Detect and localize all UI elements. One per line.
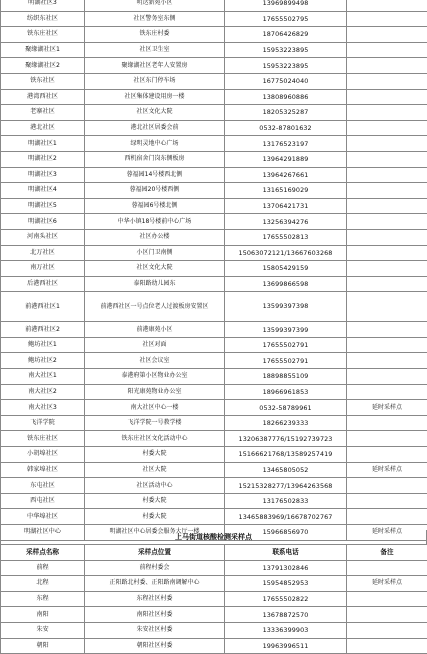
- site-location-cell: 明达新苑小区: [85, 0, 225, 11]
- site-location-cell: 蓉福园14号楼西北侧: [85, 167, 225, 183]
- note-cell: [347, 322, 427, 338]
- table-row: [1, 276, 427, 292]
- site-name-cell: 朝阳: [1, 638, 85, 654]
- site-name-cell: 南大社区2: [1, 384, 85, 400]
- note-cell: [347, 167, 427, 183]
- sampling-sites-table-body: [1, 0, 427, 540]
- table-row: [1, 198, 427, 214]
- header-contact-phone: 联系电话: [225, 545, 347, 561]
- site-location-cell: 朱安社区村委: [85, 622, 225, 638]
- site-location-cell: 绿明灵地中心广场: [85, 136, 225, 152]
- note-cell: [347, 198, 427, 214]
- site-location-cell: 蓉福园20号楼西侧: [85, 183, 225, 199]
- note-cell: [347, 591, 427, 607]
- site-name-cell: 南万社区: [1, 261, 85, 277]
- site-location-cell: 铁东庄社区文化活动中心: [85, 431, 225, 447]
- header-site-name: 采样点名称: [1, 545, 85, 561]
- shangma-sampling-sites-table: [0, 544, 427, 654]
- site-location-cell: 社区集体建设用房一楼: [85, 89, 225, 105]
- contact-phone-cell: 13599397399: [225, 322, 347, 338]
- site-name-cell: 韩家埠社区: [1, 462, 85, 478]
- site-location-cell: 泰港府第小区物业办公室: [85, 369, 225, 385]
- table-row: [1, 136, 427, 152]
- table-row: [1, 478, 427, 494]
- site-name-cell: 港湾西社区: [1, 89, 85, 105]
- table-row: [1, 576, 427, 592]
- site-name-cell: 明湖社区4: [1, 183, 85, 199]
- site-location-cell: 前程村委会: [85, 560, 225, 576]
- contact-phone-cell: 13176502833: [225, 493, 347, 509]
- note-cell: [347, 73, 427, 89]
- site-location-cell: 社区文化大院: [85, 105, 225, 121]
- contact-phone-cell: 15953223895: [225, 58, 347, 74]
- site-location-cell: 西机宿舍门岗东侧板房: [85, 151, 225, 167]
- table-header-row: [1, 545, 427, 561]
- note-cell: 延时采样点: [347, 525, 427, 541]
- site-name-cell: 东屯社区: [1, 478, 85, 494]
- note-cell: [347, 183, 427, 199]
- shangma-sampling-sites-table-body: [1, 560, 427, 654]
- table-row: [1, 42, 427, 58]
- table-row: [1, 73, 427, 89]
- contact-phone-cell: 16775024040: [225, 73, 347, 89]
- note-cell: [347, 11, 427, 27]
- site-location-cell: 铁东庄村委: [85, 27, 225, 43]
- contact-phone-cell: 17655502813: [225, 229, 347, 245]
- table-row: [1, 607, 427, 623]
- site-location-cell: 村委大院: [85, 509, 225, 525]
- note-cell: [347, 384, 427, 400]
- contact-phone-cell: 15954852953: [225, 576, 347, 592]
- site-location-cell: 社区东门停车场: [85, 73, 225, 89]
- table-row: [1, 560, 427, 576]
- contact-phone-cell: 15063072121/13667603268: [225, 245, 347, 261]
- contact-phone-cell: 13599397398: [225, 292, 347, 322]
- section-title: 上马街道核酸检测采样点: [0, 530, 427, 544]
- site-location-cell: 泰阳路幼儿园东: [85, 276, 225, 292]
- note-cell: [347, 120, 427, 136]
- table-row: [1, 58, 427, 74]
- table-row: [1, 261, 427, 277]
- note-cell: 延时采样点: [347, 576, 427, 592]
- site-name-cell: 明湖社区3: [1, 167, 85, 183]
- site-name-cell: 明湖社区1: [1, 136, 85, 152]
- contact-phone-cell: 18706426829: [225, 27, 347, 43]
- contact-phone-cell: 0532-87801632: [225, 120, 347, 136]
- note-cell: [347, 229, 427, 245]
- note-cell: [347, 622, 427, 638]
- contact-phone-cell: 18898855109: [225, 369, 347, 385]
- note-cell: [347, 0, 427, 11]
- table-row: [1, 11, 427, 27]
- note-cell: [347, 353, 427, 369]
- site-name-cell: 河南头社区: [1, 229, 85, 245]
- site-name-cell: 南阳: [1, 607, 85, 623]
- note-cell: [347, 337, 427, 353]
- site-location-cell: 小区门卫南侧: [85, 245, 225, 261]
- note-cell: [347, 27, 427, 43]
- table-row: [1, 369, 427, 385]
- table-row: [1, 322, 427, 338]
- contact-phone-cell: 13791302846: [225, 560, 347, 576]
- contact-phone-cell: 13808960886: [225, 89, 347, 105]
- note-cell: [347, 89, 427, 105]
- note-cell: [347, 493, 427, 509]
- table-row: [1, 89, 427, 105]
- table-row: [1, 493, 427, 509]
- contact-phone-cell: 13256394276: [225, 214, 347, 230]
- note-cell: [347, 42, 427, 58]
- table-row: [1, 638, 427, 654]
- table-row: [1, 462, 427, 478]
- site-name-cell: 前港西社区1: [1, 292, 85, 322]
- site-name-cell: 鲍坊社区2: [1, 353, 85, 369]
- note-cell: [347, 369, 427, 385]
- contact-phone-cell: 13699866598: [225, 276, 347, 292]
- contact-phone-cell: 18966961853: [225, 384, 347, 400]
- site-location-cell: 社区警务室东侧: [85, 11, 225, 27]
- table-row: [1, 167, 427, 183]
- contact-phone-cell: 15953223895: [225, 42, 347, 58]
- site-name-cell: 南大社区3: [1, 400, 85, 416]
- contact-phone-cell: 17655502795: [225, 11, 347, 27]
- note-cell: [347, 245, 427, 261]
- note-cell: [347, 276, 427, 292]
- site-name-cell: 小胡埠社区: [1, 447, 85, 463]
- site-name-cell: 前程: [1, 560, 85, 576]
- site-name-cell: 东程: [1, 591, 85, 607]
- contact-phone-cell: 13206387776/15192739723: [225, 431, 347, 447]
- note-cell: [347, 292, 427, 322]
- site-location-cell: 村委大院: [85, 447, 225, 463]
- contact-phone-cell: 19963996511: [225, 638, 347, 654]
- contact-phone-cell: 13336399903: [225, 622, 347, 638]
- table-row: [1, 509, 427, 525]
- contact-phone-cell: 13964267661: [225, 167, 347, 183]
- note-cell: [347, 638, 427, 654]
- table-row: [1, 151, 427, 167]
- table-row: [1, 337, 427, 353]
- site-location-cell: 港北社区居委会前: [85, 120, 225, 136]
- site-name-cell: 明湖社区5: [1, 198, 85, 214]
- site-location-cell: 蓉福园6号楼北侧: [85, 198, 225, 214]
- note-cell: [347, 415, 427, 431]
- table-row: [1, 415, 427, 431]
- site-name-cell: 聚缘湖社区2: [1, 58, 85, 74]
- note-cell: [347, 607, 427, 623]
- site-name-cell: 港北社区: [1, 120, 85, 136]
- table-row: [1, 229, 427, 245]
- contact-phone-cell: 13964291889: [225, 151, 347, 167]
- site-name-cell: 前港西社区2: [1, 322, 85, 338]
- contact-phone-cell: 18266239333: [225, 415, 347, 431]
- contact-phone-cell: 15966856970: [225, 525, 347, 541]
- table-row: [1, 447, 427, 463]
- site-name-cell: 飞洋学院: [1, 415, 85, 431]
- contact-phone-cell: 13678872570: [225, 607, 347, 623]
- table-row: [1, 400, 427, 416]
- site-name-cell: 铁东庄社区: [1, 27, 85, 43]
- contact-phone-cell: 13969899498: [225, 0, 347, 11]
- note-cell: [347, 431, 427, 447]
- site-location-cell: 正阳路北村委、正阳路南调解中心: [85, 576, 225, 592]
- table-row: [1, 622, 427, 638]
- site-name-cell: 北万社区: [1, 245, 85, 261]
- site-location-cell: 南阳社区村委: [85, 607, 225, 623]
- contact-phone-cell: 15805429159: [225, 261, 347, 277]
- contact-phone-cell: 0532-58789961: [225, 400, 347, 416]
- site-name-cell: 明湖社区2: [1, 151, 85, 167]
- note-cell: 延时采样点: [347, 462, 427, 478]
- site-name-cell: 纺织东社区: [1, 11, 85, 27]
- contact-phone-cell: 17655502791: [225, 337, 347, 353]
- note-cell: [347, 560, 427, 576]
- contact-phone-cell: 13165169029: [225, 183, 347, 199]
- site-name-cell: 明湖社区中心: [1, 525, 85, 541]
- site-location-cell: 社区会议室: [85, 353, 225, 369]
- table-row: [1, 214, 427, 230]
- site-name-cell: 铁东社区: [1, 73, 85, 89]
- site-name-cell: 南大社区1: [1, 369, 85, 385]
- site-location-cell: 东程社区村委: [85, 591, 225, 607]
- note-cell: 延时采样点: [347, 400, 427, 416]
- note-cell: [347, 214, 427, 230]
- site-name-cell: 铁东庄社区: [1, 431, 85, 447]
- note-cell: [347, 478, 427, 494]
- site-location-cell: 社区大院: [85, 462, 225, 478]
- note-cell: [347, 136, 427, 152]
- site-location-cell: 社区对面: [85, 337, 225, 353]
- table-row: [1, 353, 427, 369]
- table-row: [1, 431, 427, 447]
- contact-phone-cell: 17655502791: [225, 353, 347, 369]
- header-site-location: 采样点位置: [85, 545, 225, 561]
- site-name-cell: 中华埠社区: [1, 509, 85, 525]
- contact-phone-cell: 15166621768/13589257419: [225, 447, 347, 463]
- table-row: [1, 591, 427, 607]
- site-name-cell: 明湖社区6: [1, 214, 85, 230]
- note-cell: [347, 261, 427, 277]
- table-row: [1, 120, 427, 136]
- site-location-cell: 前港康苑小区: [85, 322, 225, 338]
- site-location-cell: 阳光康苑物业办公室: [85, 384, 225, 400]
- site-location-cell: 社区文化大院: [85, 261, 225, 277]
- site-name-cell: 北程: [1, 576, 85, 592]
- site-location-cell: 社区卫生室: [85, 42, 225, 58]
- site-name-cell: 西屯社区: [1, 493, 85, 509]
- site-name-cell: 明湖社区3: [1, 0, 85, 11]
- table-row: [1, 292, 427, 322]
- note-cell: [347, 509, 427, 525]
- site-location-cell: 明湖社区中心居委会服务大厅一楼: [85, 525, 225, 541]
- site-location-cell: 社区办公楼: [85, 229, 225, 245]
- site-name-cell: 后港西社区: [1, 276, 85, 292]
- contact-phone-cell: 15215328277/13964263568: [225, 478, 347, 494]
- site-location-cell: 朝阳社区村委: [85, 638, 225, 654]
- site-location-cell: 社区活动中心: [85, 478, 225, 494]
- site-name-cell: 老寨社区: [1, 105, 85, 121]
- contact-phone-cell: 13465805052: [225, 462, 347, 478]
- site-name-cell: 鲍坊社区1: [1, 337, 85, 353]
- contact-phone-cell: 17655502822: [225, 591, 347, 607]
- table-row: [1, 0, 427, 11]
- contact-phone-cell: 13465883969/16678702767: [225, 509, 347, 525]
- table-row: [1, 27, 427, 43]
- site-location-cell: 南大社区中心一楼: [85, 400, 225, 416]
- note-cell: [347, 151, 427, 167]
- site-location-cell: 村委大院: [85, 493, 225, 509]
- contact-phone-cell: 18205325287: [225, 105, 347, 121]
- site-name-cell: 聚缘湖社区1: [1, 42, 85, 58]
- site-location-cell: 中华小镇18号楼前中心广场: [85, 214, 225, 230]
- contact-phone-cell: 13176523197: [225, 136, 347, 152]
- note-cell: [347, 447, 427, 463]
- note-cell: [347, 105, 427, 121]
- table-row: [1, 105, 427, 121]
- header-note: 备注: [347, 545, 427, 561]
- contact-phone-cell: 13706421731: [225, 198, 347, 214]
- site-name-cell: 朱安: [1, 622, 85, 638]
- table-row: [1, 384, 427, 400]
- site-location-cell: 前港西社区一号点位老人过渡板房安置区: [85, 292, 225, 322]
- note-cell: [347, 58, 427, 74]
- site-location-cell: 飞洋学院一号教学楼: [85, 415, 225, 431]
- table-row: [1, 245, 427, 261]
- site-location-cell: 聚缘湖社区老年人安置房: [85, 58, 225, 74]
- table-row: [1, 183, 427, 199]
